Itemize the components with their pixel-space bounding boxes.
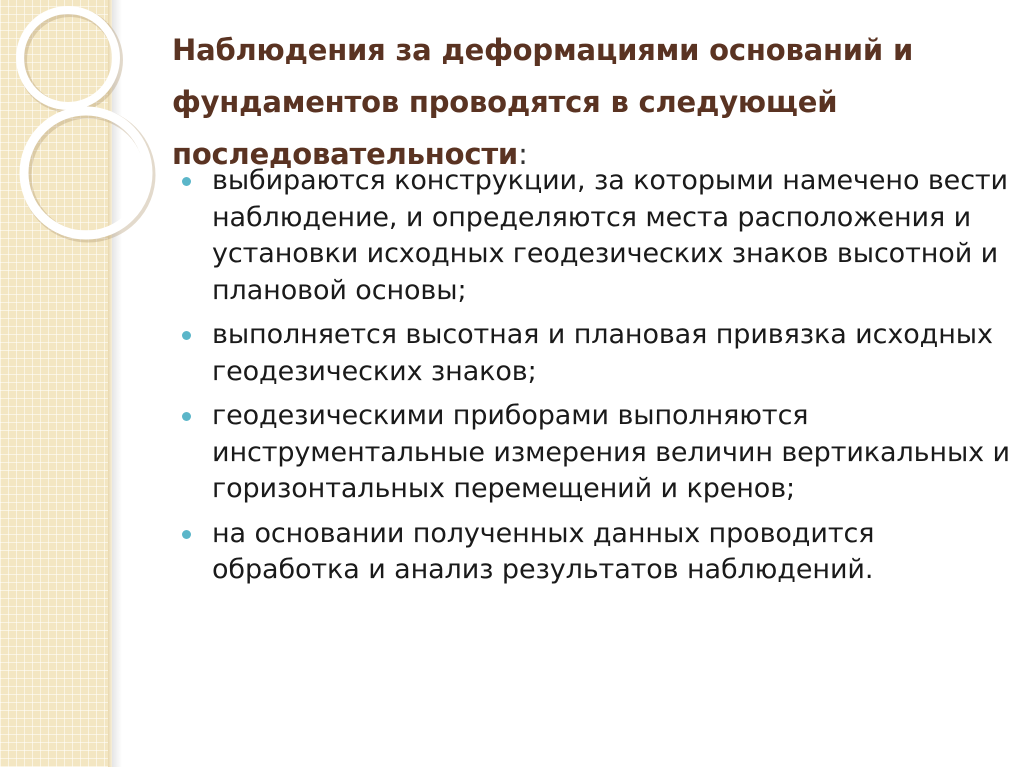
bullet-text: геодезическими приборами выполняются инструментальные измерения величин вертикальных и горизонтальных перемещений и кренов; (212, 400, 1010, 504)
slide-title (172, 24, 1002, 180)
bullet-list (180, 163, 1010, 597)
slide-title-colon: : (518, 137, 528, 171)
bullet-item (180, 398, 1010, 508)
upper-ring (20, 10, 116, 106)
bullet-dot-icon (182, 412, 191, 421)
bullet-text: выполняется высотная и плановая привязка исходных геодезических знаков; (212, 319, 993, 387)
bullet-text: выбираются конструкции, за которыми намечено вести наблюдение, и определяются места расположения и установки исходных геодезических знаков высотной и плановой основы; (212, 165, 1009, 306)
bullet-item (180, 516, 1010, 589)
bullet-dot-icon (182, 530, 191, 539)
bullet-item (180, 163, 1010, 309)
bullet-text: на основании полученных данных проводится обработка и анализ результатов наблюдений. (212, 517, 875, 585)
bullet-dot-icon (182, 331, 191, 340)
lower-ring (24, 111, 148, 235)
bullet-item (180, 317, 1010, 390)
slide-title-text: Наблюдения за деформациями оснований и фундаментов проводятся в следующей последовательности (172, 33, 914, 171)
bullet-dot-icon (182, 177, 191, 186)
